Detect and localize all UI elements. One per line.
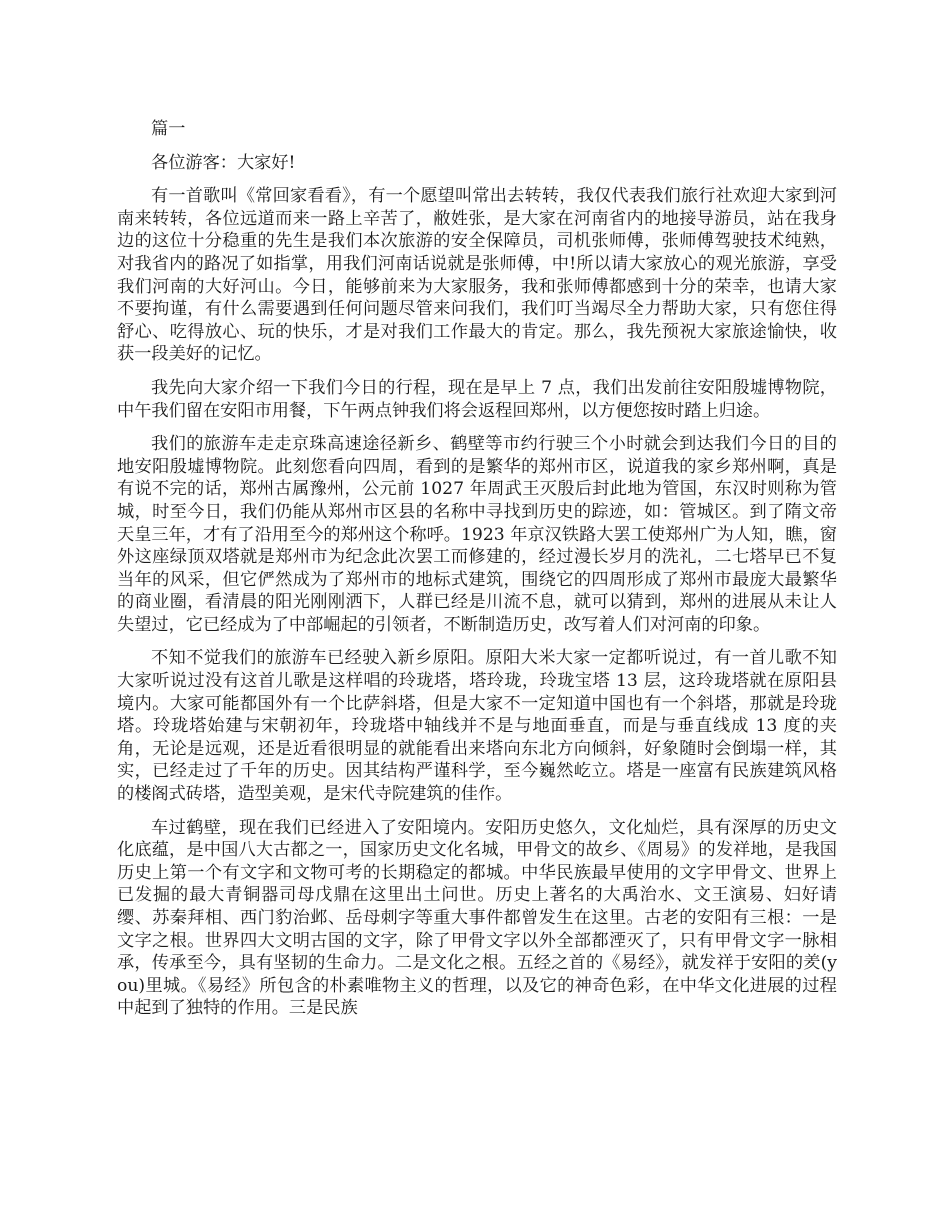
- paragraph-yuanyang: 不知不觉我们的旅游车已经驶入新乡原阳。原阳大米大家一定都听说过，有一首儿歌不知大家听说过没有这首儿歌是这样唱的玲珑塔，塔玲珑，玲珑宝塔 13 层，这玲珑塔就在原阳县境内。大家可能都国外有一个比萨斜塔，但是大家不一定知道中国也有一个斜塔，那就是玲珑塔。玲珑塔始建与宋朝初年，玲珑塔中轴线并不是与地面垂直，而是与垂直线成 13 度的夹角，无论是远观，还是近看很明显的就能看出来塔向东北方向倾斜，好象随时会倒塌一样，其实，已经走过了千年的历史。因其结构严谨科学，至今巍然屹立。塔是一座富有民族建筑风格的楼阁式砖塔，造型美观，是宋代寺院建筑的佳作。: [117, 648, 837, 805]
- paragraph-anyang: 车过鹤壁，现在我们已经进入了安阳境内。安阳历史悠久，文化灿烂，具有深厚的历史文化底蕴，是中国八大古都之一，国家历史文化名城，甲骨文的故乡、《周易》的发祥地，是我国历史上第一个有文字和文物可考的长期稳定的都城。中华民族最早使用的文字甲骨文、世界上已发掘的最大青铜器司母戊鼎在这里出土问世。历史上著名的大禹治水、文王演易、妇好请缨、苏秦拜相、西门豹治邺、岳母刺字等重大事件都曾发生在这里。古老的安阳有三根：一是文字之根。世界四大文明古国的文字，除了甲骨文字以外全部都湮灭了，只有甲骨文字一脉相承，传承至今，具有坚韧的生命力。二是文化之根。五经之首的《易经》，就发祥于安阳的羑(you)里城。《易经》所包含的朴素唯物主义的哲理，以及它的神奇色彩，在中华文化进展的过程中起到了独特的作用。三是民族: [117, 817, 837, 1019]
- paragraph-welcome: 有一首歌叫《常回家看看》，有一个愿望叫常出去转转，我仅代表我们旅行社欢迎大家到河南来转转，各位远道而来一路上辛苦了，敝姓张，是大家在河南省内的地接导游员，站在我身边的这位十分稳重的先生是我们本次旅游的安全保障员，司机张师傅，张师傅驾驶技术纯熟，对我省内的路况了如指掌，用我们河南话说就是张师傅，中!所以请大家放心的观光旅游，享受我们河南的大好河山。今日，能够前来为大家服务，我和张师傅都感到十分的荣幸，也请大家不要拘谨，有什么需要遇到任何问题尽管来问我们，我们叮当竭尽全力帮助大家，只有您住得舒心、吃得放心、玩的快乐，才是对我们工作最大的肯定。那么，我先预祝大家旅途愉快，收获一段美好的记忆。: [117, 186, 837, 365]
- greeting: 各位游客：大家好!: [151, 152, 296, 173]
- paragraph-zhengzhou: 我们的旅游车走走京珠高速途径新乡、鹤壁等市约行驶三个小时就会到达我们今日的目的地安阳殷墟博物院。此刻您看向四周，看到的是繁华的郑州市区，说道我的家乡郑州啊，真是有说不完的话，郑州古属豫州，公元前 1027 年周武王灭殷后封此地为管国，东汉时则称为管城，时至今日，我们仍能从郑州市区县的名称中寻找到历史的踪迹，如：管城区。到了隋文帝天皇三年，才有了沿用至今的郑州这个称呼。1923 年京汉铁路大罢工使郑州广为人知，瞧，窗外这座绿顶双塔就是郑州市为纪念此次罢工而修建的，经过漫长岁月的洗礼，二七塔早已不复当年的风采，但它俨然成为了郑州市的地标式建筑，围绕它的四周形成了郑州市最庞大最繁华的商业圈，看清晨的阳光刚刚洒下，人群已经是川流不息，就可以猜到，郑州的进展从未让人失望过，它已经成为了中部崛起的引领者，不断制造历史，改写着人们对河南的印象。: [117, 434, 837, 635]
- document-body: [117, 118, 837, 1031]
- section-heading: 篇一: [151, 119, 186, 139]
- paragraph-itinerary: 我先向大家介绍一下我们今日的行程，现在是早上 7 点，我们出发前往安阳殷墟博物院，中午我们留在安阳市用餐，下午两点钟我们将会返程回郑州，以方便您按时踏上归途。: [117, 377, 837, 421]
